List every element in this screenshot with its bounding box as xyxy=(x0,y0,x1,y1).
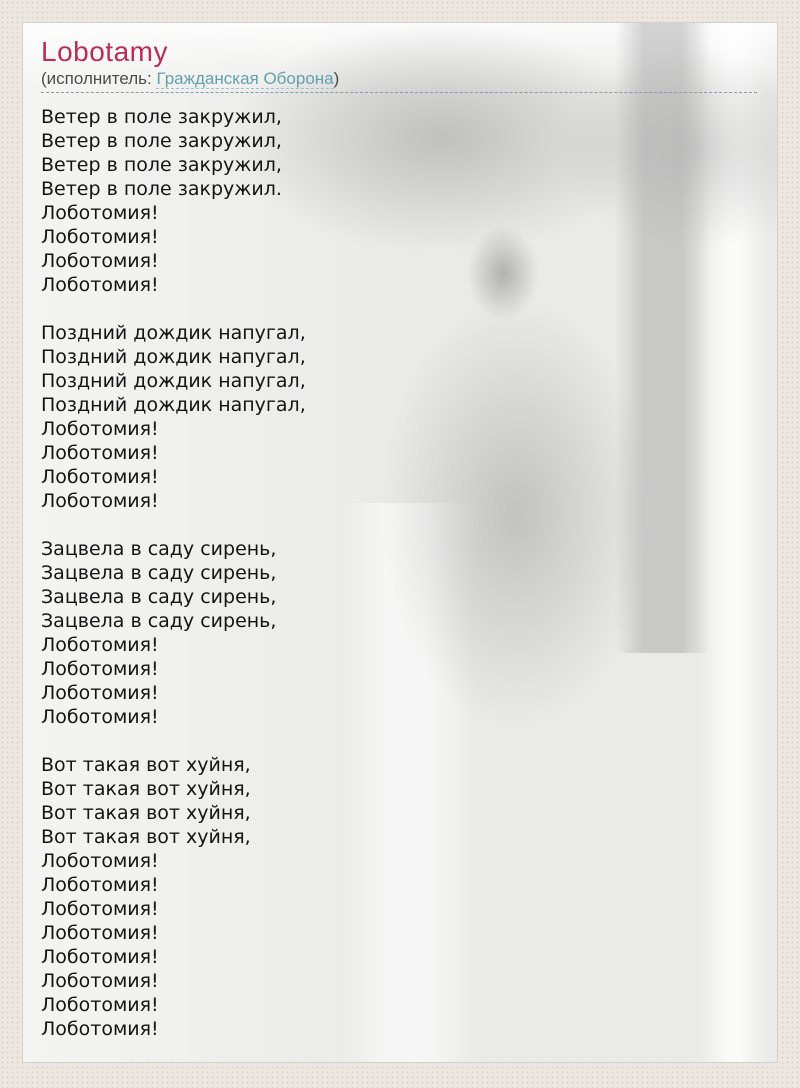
lyric-line: Ветер в поле закружил, xyxy=(41,130,282,152)
artist-link[interactable]: Гражданская Оборона xyxy=(156,69,334,88)
lyric-line: Вот такая вот хуйня, xyxy=(41,754,251,776)
lyric-line: Поздний дождик напугал, xyxy=(41,322,306,344)
lyric-line: Ветер в поле закружил. xyxy=(41,178,282,200)
lyric-line: Лоботомия! xyxy=(41,658,159,680)
lyric-line: Зацвела в саду сирень, xyxy=(41,586,277,608)
lyric-line: Поздний дождик напугал, xyxy=(41,346,306,368)
lyric-line: Лоботомия! xyxy=(41,490,159,512)
lyric-line: Лоботомия! xyxy=(41,970,159,992)
lyric-line: Лоботомия! xyxy=(41,418,159,440)
lyric-line: Лоботомия! xyxy=(41,922,159,944)
lyric-line: Поздний дождик напугал, xyxy=(41,394,306,416)
lyric-line: Вот такая вот хуйня, xyxy=(41,826,251,848)
lyric-line: Лоботомия! xyxy=(41,1018,159,1040)
stanza-break xyxy=(41,729,757,753)
lyric-line: Вот такая вот хуйня, xyxy=(41,778,251,800)
lyric-line: Лоботомия! xyxy=(41,874,159,896)
lyric-line: Лоботомия! xyxy=(41,994,159,1016)
lyric-line: Лоботомия! xyxy=(41,898,159,920)
lyric-line: Лоботомия! xyxy=(41,634,159,656)
lyrics xyxy=(41,105,757,1041)
lyric-line: Ветер в поле закружил, xyxy=(41,106,282,128)
card-content xyxy=(23,23,777,1041)
lyric-line: Зацвела в саду сирень, xyxy=(41,538,277,560)
lyric-line: Вот такая вот хуйня, xyxy=(41,802,251,824)
lyric-line: Ветер в поле закружил, xyxy=(41,154,282,176)
lyrics-card xyxy=(22,22,778,1063)
lyric-line: Лоботомия! xyxy=(41,226,159,248)
artist-label-prefix: (исполнитель: xyxy=(41,69,157,88)
lyric-line: Зацвела в саду сирень, xyxy=(41,562,277,584)
lyric-line: Лоботомия! xyxy=(41,706,159,728)
song-title: Lobotamy xyxy=(41,36,168,67)
lyric-line: Лоботомия! xyxy=(41,202,159,224)
lyric-line: Лоботомия! xyxy=(41,466,159,488)
stanza-break xyxy=(41,297,757,321)
artist-label-suffix: ) xyxy=(333,69,340,88)
lyric-line: Лоботомия! xyxy=(41,274,159,296)
song-subtitle xyxy=(41,69,757,89)
lyric-line: Лоботомия! xyxy=(41,682,159,704)
stanza-break xyxy=(41,513,757,537)
lyric-line: Поздний дождик напугал, xyxy=(41,370,306,392)
lyric-line: Лоботомия! xyxy=(41,442,159,464)
lyric-line: Зацвела в саду сирень, xyxy=(41,610,277,632)
lyric-line: Лоботомия! xyxy=(41,850,159,872)
lyric-line: Лоботомия! xyxy=(41,250,159,272)
song-header xyxy=(41,37,757,93)
lyric-line: Лоботомия! xyxy=(41,946,159,968)
